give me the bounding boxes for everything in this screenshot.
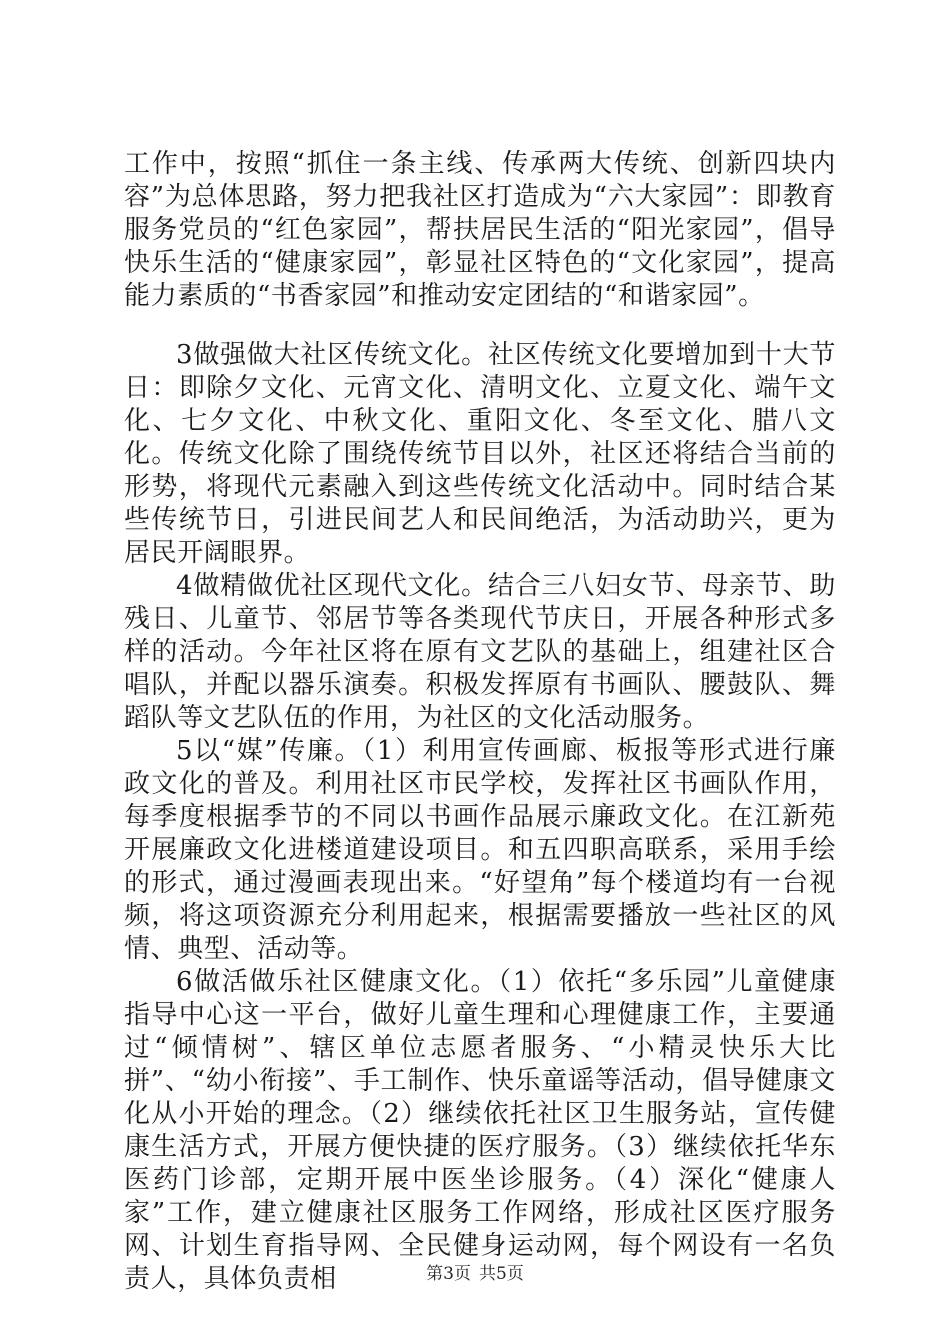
paragraph-intro: 工作中，按照“抓住一条主线、传承两大传统、创新四块内容”为总体思路，努力把我社区打造成为“六大家园”：即教育服务党员的“红色家园”，帮扶居民生活的“阳光家园”，倡导快乐生活的“健康家园”，彰显社区特色的“文化家园”，提高能力素质的“书香家园”和推动安定团结的“和谐家园”。 xyxy=(124,149,836,311)
page-footer xyxy=(0,1264,950,1284)
paragraph-integrity-culture: 5以“媒”传廉。（1）利用宣传画廊、板报等形式进行廉政文化的普及。利用社区市民学校，发挥社区书画队作用，每季度根据季节的不同以书画作品展示廉政文化。在江新苑开展廉政文化进楼道建设项目。和五四职高联系，采用手绘的形式，通过漫画表现出来。“好望角”每个楼道均有一台视频，将这项资源充分利用起来，根据需要播放一些社区的风情、典型、活动等。 xyxy=(124,736,836,964)
document-body xyxy=(124,148,836,1296)
paragraph-spacer xyxy=(124,313,836,339)
paragraph-modern-culture: 4做精做优社区现代文化。结合三八妇女节、母亲节、助残日、儿童节、邻居节等各类现代节庆日，开展各种形式多样的活动。今年社区将在原有文艺队的基础上，组建社区合唱队，并配以器乐演奏。积极发挥原有书画队、腰鼓队、舞蹈队等文艺队伍的作用，为社区的文化活动服务。 xyxy=(124,571,836,733)
page-number-total: 共5页 xyxy=(479,1264,524,1284)
paragraph-traditional-culture: 3做强做大社区传统文化。社区传统文化要增加到十大节日：即除夕文化、元宵文化、清明文化、立夏文化、端午文化、七夕文化、中秋文化、重阳文化、冬至文化、腊八文化。传统文化除了围绕传统节目以外，社区还将结合当前的形势，将现代元素融入到这些传统文化活动中。同时结合某些传统节日，引进民间艺人和民间绝活，为活动助兴，更为居民开阔眼界。 xyxy=(124,340,836,568)
paragraph-health-culture: 6做活做乐社区健康文化。（1）依托“多乐园”儿童健康指导中心这一平台，做好儿童生理和心理健康工作，主要通过“倾情树”、辖区单位志愿者服务、“小精灵快乐大比拼”、“幼小衔接”、手工制作、快乐童谣等活动，倡导健康文化从小开始的理念。（2）继续依托社区卫生服务站，宣传健康生活方式，开展方便快捷的医疗服务。（3）继续依托华东医药门诊部，定期开展中医坐诊服务。（4）深化“健康人家”工作，建立健康社区服务工作网络，形成社区医疗服务网、计划生育指导网、全民健身运动网，每个网设有一名负责人，具体负责相 xyxy=(124,967,836,1294)
page-number-current: 第3页 xyxy=(426,1264,471,1284)
